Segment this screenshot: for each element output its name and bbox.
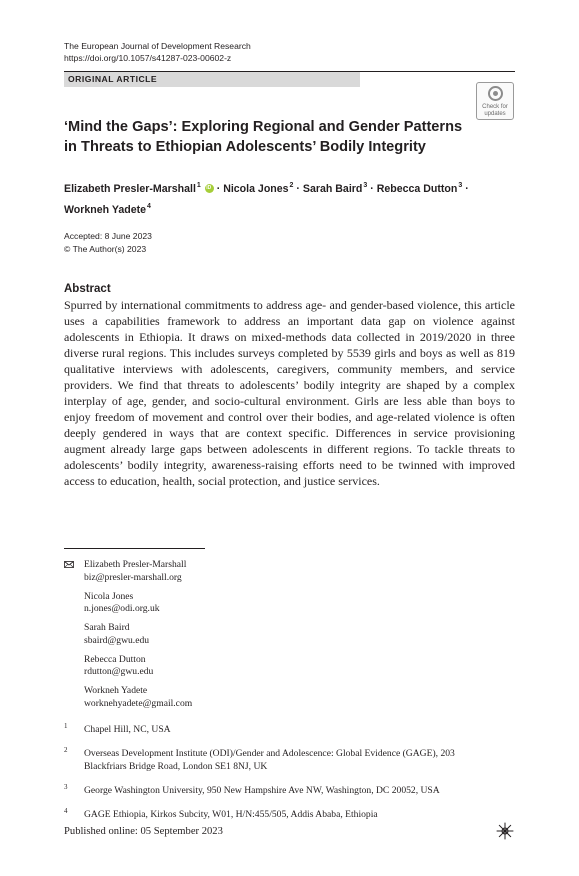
orcid-icon[interactable] bbox=[205, 184, 214, 193]
published-date: Published online: 05 September 2023 bbox=[64, 826, 223, 837]
author-separator: · bbox=[465, 183, 469, 195]
author-affiliation-ref[interactable]: 1 bbox=[196, 182, 201, 189]
affiliation-text: Chapel Hill, NC, USA bbox=[84, 724, 171, 735]
author-affiliation-ref[interactable]: 4 bbox=[147, 203, 151, 210]
author-affiliation-ref[interactable]: 2 bbox=[289, 182, 294, 189]
copyright-line: © The Author(s) 2023 bbox=[64, 243, 147, 254]
contact-entry bbox=[64, 654, 192, 679]
author-name[interactable]: Sarah Baird bbox=[302, 183, 363, 195]
contact-list bbox=[64, 559, 192, 717]
author-list bbox=[64, 177, 524, 219]
affiliation-entry bbox=[64, 747, 524, 773]
author-name[interactable]: Rebecca Dutton bbox=[376, 183, 458, 195]
contact-name: Workneh Yadete bbox=[84, 685, 148, 696]
envelope-icon bbox=[64, 561, 74, 568]
update-icon bbox=[488, 86, 503, 101]
journal-header bbox=[64, 41, 251, 64]
contact-email[interactable]: biz@presler-marshall.org bbox=[84, 571, 182, 583]
contact-email[interactable]: sbaird@gwu.edu bbox=[84, 634, 150, 646]
check-updates-line2: updates bbox=[484, 111, 506, 117]
affiliation-text: GAGE Ethiopia, Kirkos Subcity, W01, H/N:455/505, Addis Ababa, Ethiopia bbox=[84, 809, 378, 820]
contact-email[interactable]: worknehyadete@gmail.com bbox=[84, 697, 193, 709]
journal-name: The European Journal of Development Research bbox=[64, 41, 251, 51]
footnote-rule bbox=[64, 548, 205, 549]
contact-name: Elizabeth Presler-Marshall bbox=[84, 559, 187, 570]
affiliation-entry bbox=[64, 723, 524, 736]
check-updates-line1: Check for bbox=[482, 104, 508, 110]
article-dates bbox=[64, 230, 152, 255]
contact-entry bbox=[64, 591, 192, 616]
springer-logo-icon bbox=[496, 822, 514, 840]
accepted-date: Accepted: 8 June 2023 bbox=[64, 231, 152, 241]
check-for-updates-badge[interactable] bbox=[476, 82, 514, 120]
contact-name: Nicola Jones bbox=[84, 590, 134, 602]
author-name[interactable]: Nicola Jones bbox=[223, 183, 289, 195]
affiliation-number: 1 bbox=[64, 722, 68, 730]
affiliation-entry bbox=[64, 784, 524, 797]
affiliation-list bbox=[64, 723, 524, 832]
author-affiliation-ref[interactable]: 3 bbox=[458, 182, 463, 189]
affiliation-number: 3 bbox=[64, 783, 68, 791]
contact-name: Rebecca Dutton bbox=[84, 653, 146, 665]
affiliation-entry bbox=[64, 808, 524, 821]
author-separator: · bbox=[370, 183, 374, 195]
title-line1: ‘Mind the Gaps’: Exploring Regional and Gender Patterns bbox=[64, 119, 463, 135]
affiliation-number: 4 bbox=[64, 807, 68, 815]
contact-name: Sarah Baird bbox=[84, 622, 130, 633]
affiliation-text: George Washington University, 950 New Hampshire Ave NW, Washington, DC 20052, USA bbox=[84, 785, 440, 796]
affiliation-number: 2 bbox=[64, 746, 68, 754]
affiliation-text: Overseas Development Institute (ODI)/Gender and Adolescence: Global Evidence (GAGE), 203 bbox=[84, 748, 455, 759]
contact-entry bbox=[64, 559, 192, 584]
author-name[interactable]: Workneh Yadete bbox=[64, 204, 147, 216]
affiliation-text-cont: Blackfriars Bridge Road, London SE1 8NJ, UK bbox=[84, 761, 268, 772]
author-affiliation-ref[interactable]: 3 bbox=[363, 182, 368, 189]
author-separator: · bbox=[216, 183, 221, 195]
abstract-heading: Abstract bbox=[64, 283, 111, 295]
journal-doi[interactable]: https://doi.org/10.1057/s41287-023-00602-z bbox=[64, 52, 232, 63]
contact-entry bbox=[64, 622, 192, 647]
article-type-banner: ORIGINAL ARTICLE bbox=[64, 72, 360, 87]
contact-entry bbox=[64, 685, 192, 710]
abstract-text: Spurred by international commitments to address age- and gender-based violence, this article uses a capabilities framework to address an important data gap on violence against adolescents in Ethiopia. It draws on mixed-methods data collected in 2019/2020 in three diverse rural regions. This includes surveys completed by 5539 girls and boys as well as 819 qualitative interviews with adolescents, caregivers, community members, and service providers. We find that threats to adolescents’ bodily integrity are shaped by a complex interplay of age, gender, and socio-cultural environment. Girls are less able than boys to enjoy freedom of movement and control over their bodies, and age-related violence is often deeply gendered in ways that are context specific. Differences in service provisioning augment already large gaps between adolescents in different regions. To tackle threats to adolescents’ bodily integrity, awareness-raising efforts need to be twinned with improved access to education, health, social protection, and justice services. bbox=[64, 298, 515, 488]
contact-email[interactable]: n.jones@odi.org.uk bbox=[84, 603, 160, 614]
author-name[interactable]: Elizabeth Presler-Marshall bbox=[64, 183, 196, 195]
contact-email[interactable]: rdutton@gwu.edu bbox=[84, 666, 154, 677]
author-separator: · bbox=[296, 183, 300, 195]
article-title bbox=[64, 117, 494, 157]
title-line2: in Threats to Ethiopian Adolescents’ Bodily Integrity bbox=[64, 139, 426, 155]
